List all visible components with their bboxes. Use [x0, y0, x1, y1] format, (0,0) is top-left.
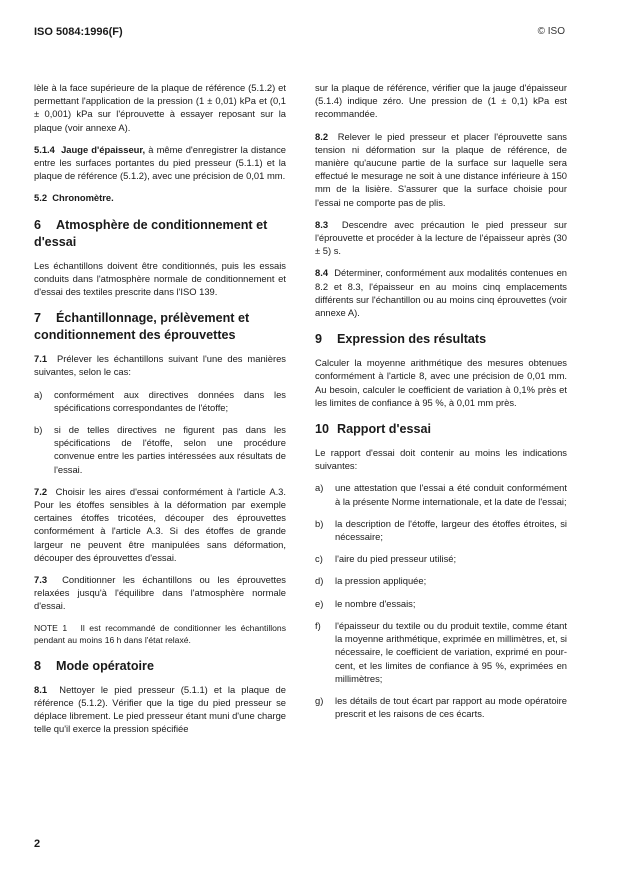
clause-text: Choisir les aires d'essai conformément à l'article A.3. Pour les étoffes sensibles à la déformation par exemple certaines étoffes tricotées, découper des éprouvettes conformément à l'article A.3. Si des étoffes de grande largeur ne peuvent être manipulées sans déformation, découper des éprouvettes d'essai.	[34, 485, 286, 563]
item-label: a)	[315, 482, 324, 494]
item-text: la pression appliquée;	[335, 575, 427, 587]
section-10-heading	[315, 421, 567, 438]
list-item	[315, 619, 567, 685]
clause-title: Jauge d'épaisseur,	[61, 143, 146, 155]
section-9-text: Calculer la moyenne arithmétique des mesures obtenues conformément à l'article 8, avec une précision de 0,01 mm. Au besoin, calculer le coefficient de variation à 0,1% près et les limites de confiance à 95 %, à 0,01 mm près.	[315, 357, 567, 408]
item-label: f)	[315, 619, 321, 631]
list-item	[315, 552, 567, 565]
continued-paragraph: lèle à la face supérieure de la plaque de référence (5.1.2) et permettant l'application de la pression (1 ± 0,01) kPa et (0,1 ± 0,001) kPa sur l'éprouvette à essayer reposant sur la plaque (voir annexe A).	[34, 82, 286, 133]
clause-5-2	[34, 191, 286, 204]
list-item	[315, 597, 567, 610]
list-item	[34, 423, 286, 476]
list-item	[315, 694, 567, 720]
clause-number: 7.3	[34, 574, 48, 586]
clause-number: 8.2	[315, 130, 329, 142]
section-title: Échantillonnage, prélèvement et conditionnement des éprouvettes	[34, 311, 250, 343]
list-item	[315, 574, 567, 587]
copyright-mark: © ISO	[537, 26, 565, 37]
section-title: Atmosphère de conditionnement et d'essai	[34, 217, 268, 249]
clause-8-1	[34, 683, 286, 736]
section-8-heading	[34, 658, 286, 675]
section-6-text: Les échantillons doivent être conditionnés, puis les essais conduits dans l'atmosphère normale de conditionnement et d'essai des textiles prescrite dans l'ISO 139.	[34, 259, 286, 298]
clause-number: 5.1.4	[34, 143, 55, 155]
left-column	[34, 81, 286, 745]
clause-number: 7.2	[34, 485, 48, 497]
section-9-heading	[315, 331, 567, 348]
note-text: Il est recommandé de conditionner les échantillons pendant au moins 16 h dans l'état relaxé.	[34, 622, 286, 645]
section-title: Mode opératoire	[56, 658, 154, 673]
clause-text: Déterminer, conformément aux modalités contenues en 8.2 et 8.3, l'épaisseur en au moins cinq emplacements différents sur l'échantillon ou au moins cinq éprouvettes (voir annexe A).	[315, 267, 567, 319]
section-number: 9	[315, 332, 323, 347]
section-6-heading	[34, 217, 286, 251]
list-item	[34, 388, 286, 414]
item-label: g)	[315, 694, 324, 706]
clause-number: 8.4	[315, 267, 329, 279]
clause-8-4	[315, 266, 567, 319]
item-text: si de telles directives ne figurent pas dans les spécifications de l'étoffe, selon une procédure convenue entre les parties intéressées aux résultats de l'essai.	[54, 424, 286, 475]
clause-8-3	[315, 218, 567, 258]
item-label: c)	[315, 553, 323, 565]
item-text: une attestation que l'essai a été conduit conformément à la présente Norme internationale, et la date de l'essai;	[335, 482, 567, 507]
list-item	[315, 517, 567, 543]
item-text: l'épaisseur du textile ou du produit textile, comme étant la moyenne arithmétique, exprimée en millimètres, et, si nécessaire, le coefficient de variation, exprimé en pour-cent, et les limites de confiance à 95 %, exprimées en millimètres;	[335, 619, 567, 684]
page-number: 2	[34, 838, 41, 850]
section-number: 7	[34, 311, 42, 326]
clause-text: Prélever les échantillons suivant l'une des manières suivantes, selon le cas:	[34, 353, 286, 378]
clause-title: Chronomètre.	[52, 192, 114, 204]
clause-number: 8.3	[315, 218, 329, 230]
item-label: a)	[34, 388, 43, 400]
clause-number: 8.1	[34, 683, 48, 695]
section-10-text: Le rapport d'essai doit contenir au moins les indications suivantes:	[315, 447, 567, 472]
note-label: NOTE 1	[34, 622, 68, 633]
continued-paragraph: sur la plaque de référence, vérifier que la jauge d'épaisseur (5.1.4) indique zéro. Une pression de (1 ± 0,1) kPa est recommandée.	[315, 82, 567, 120]
section-title: Rapport d'essai	[337, 422, 431, 437]
section-number: 10	[315, 422, 330, 437]
section-title: Expression des résultats	[337, 332, 487, 347]
item-label: b)	[34, 424, 43, 436]
clause-number: 7.1	[34, 353, 48, 365]
section-number: 6	[34, 217, 42, 232]
clause-text: Relever le pied presseur et placer l'éprouvette sans tension ni déformation sur la plaque de référence, de manière qu'aucune partie de la surface sur laquelle sera effectué le mesurage ne soit à une distance inférieure à 150 mm de la lisière. S'assurer que la surface choisie pour l'essai ne comporte pas de plis.	[315, 130, 567, 208]
section-number: 8	[34, 658, 42, 673]
item-text: la description de l'étoffe, largeur des étoffes étroites, si nécessaire;	[335, 517, 567, 543]
item-text: conformément aux directives données dans les spécifications correspondantes de l'étoffe;	[54, 388, 286, 413]
list-item	[315, 481, 567, 507]
clause-7-3	[34, 573, 286, 613]
clause-7-1	[34, 352, 286, 378]
item-text: le nombre d'essais;	[335, 597, 416, 609]
section-7-heading	[34, 310, 286, 344]
clause-text: à même d'enregistrer la distance entre les surfaces portantes du pied presseur (5.1.1) et la plaque de référence (5.1.2), avec une précision de 0,01 mm.	[34, 143, 286, 182]
clause-text: Nettoyer le pied presseur (5.1.1) et la plaque de référence (5.1.2). Vérifier que la tige du pied presseur se déplace librement. Le pied presseur étant muni d'une charge telle qu'il exerce la pression spécifiée	[34, 683, 286, 735]
clause-text: Conditionner les échantillons ou les éprouvettes relaxées jusqu'à l'équilibre dans l'atmosphère normale d'essai.	[34, 574, 286, 612]
note-1	[34, 622, 286, 646]
right-column	[315, 81, 567, 729]
item-text: les détails de tout écart par rapport au mode opératoire prescrit et les raisons de ces écarts.	[335, 694, 567, 720]
clause-5-1-4	[34, 143, 286, 183]
clause-8-2	[315, 130, 567, 209]
standard-reference: ISO 5084:1996(F)	[34, 26, 123, 38]
item-label: e)	[315, 597, 324, 609]
clause-text: Descendre avec précaution le pied presseur sur l'éprouvette et procéder à la lecture de l'épaisseur après (30 ± 5) s.	[315, 218, 567, 257]
clause-7-2	[34, 485, 286, 564]
clause-number: 5.2	[34, 192, 48, 204]
item-label: b)	[315, 517, 324, 529]
item-text: l'aire du pied presseur utilisé;	[335, 553, 457, 565]
item-label: d)	[315, 575, 324, 587]
